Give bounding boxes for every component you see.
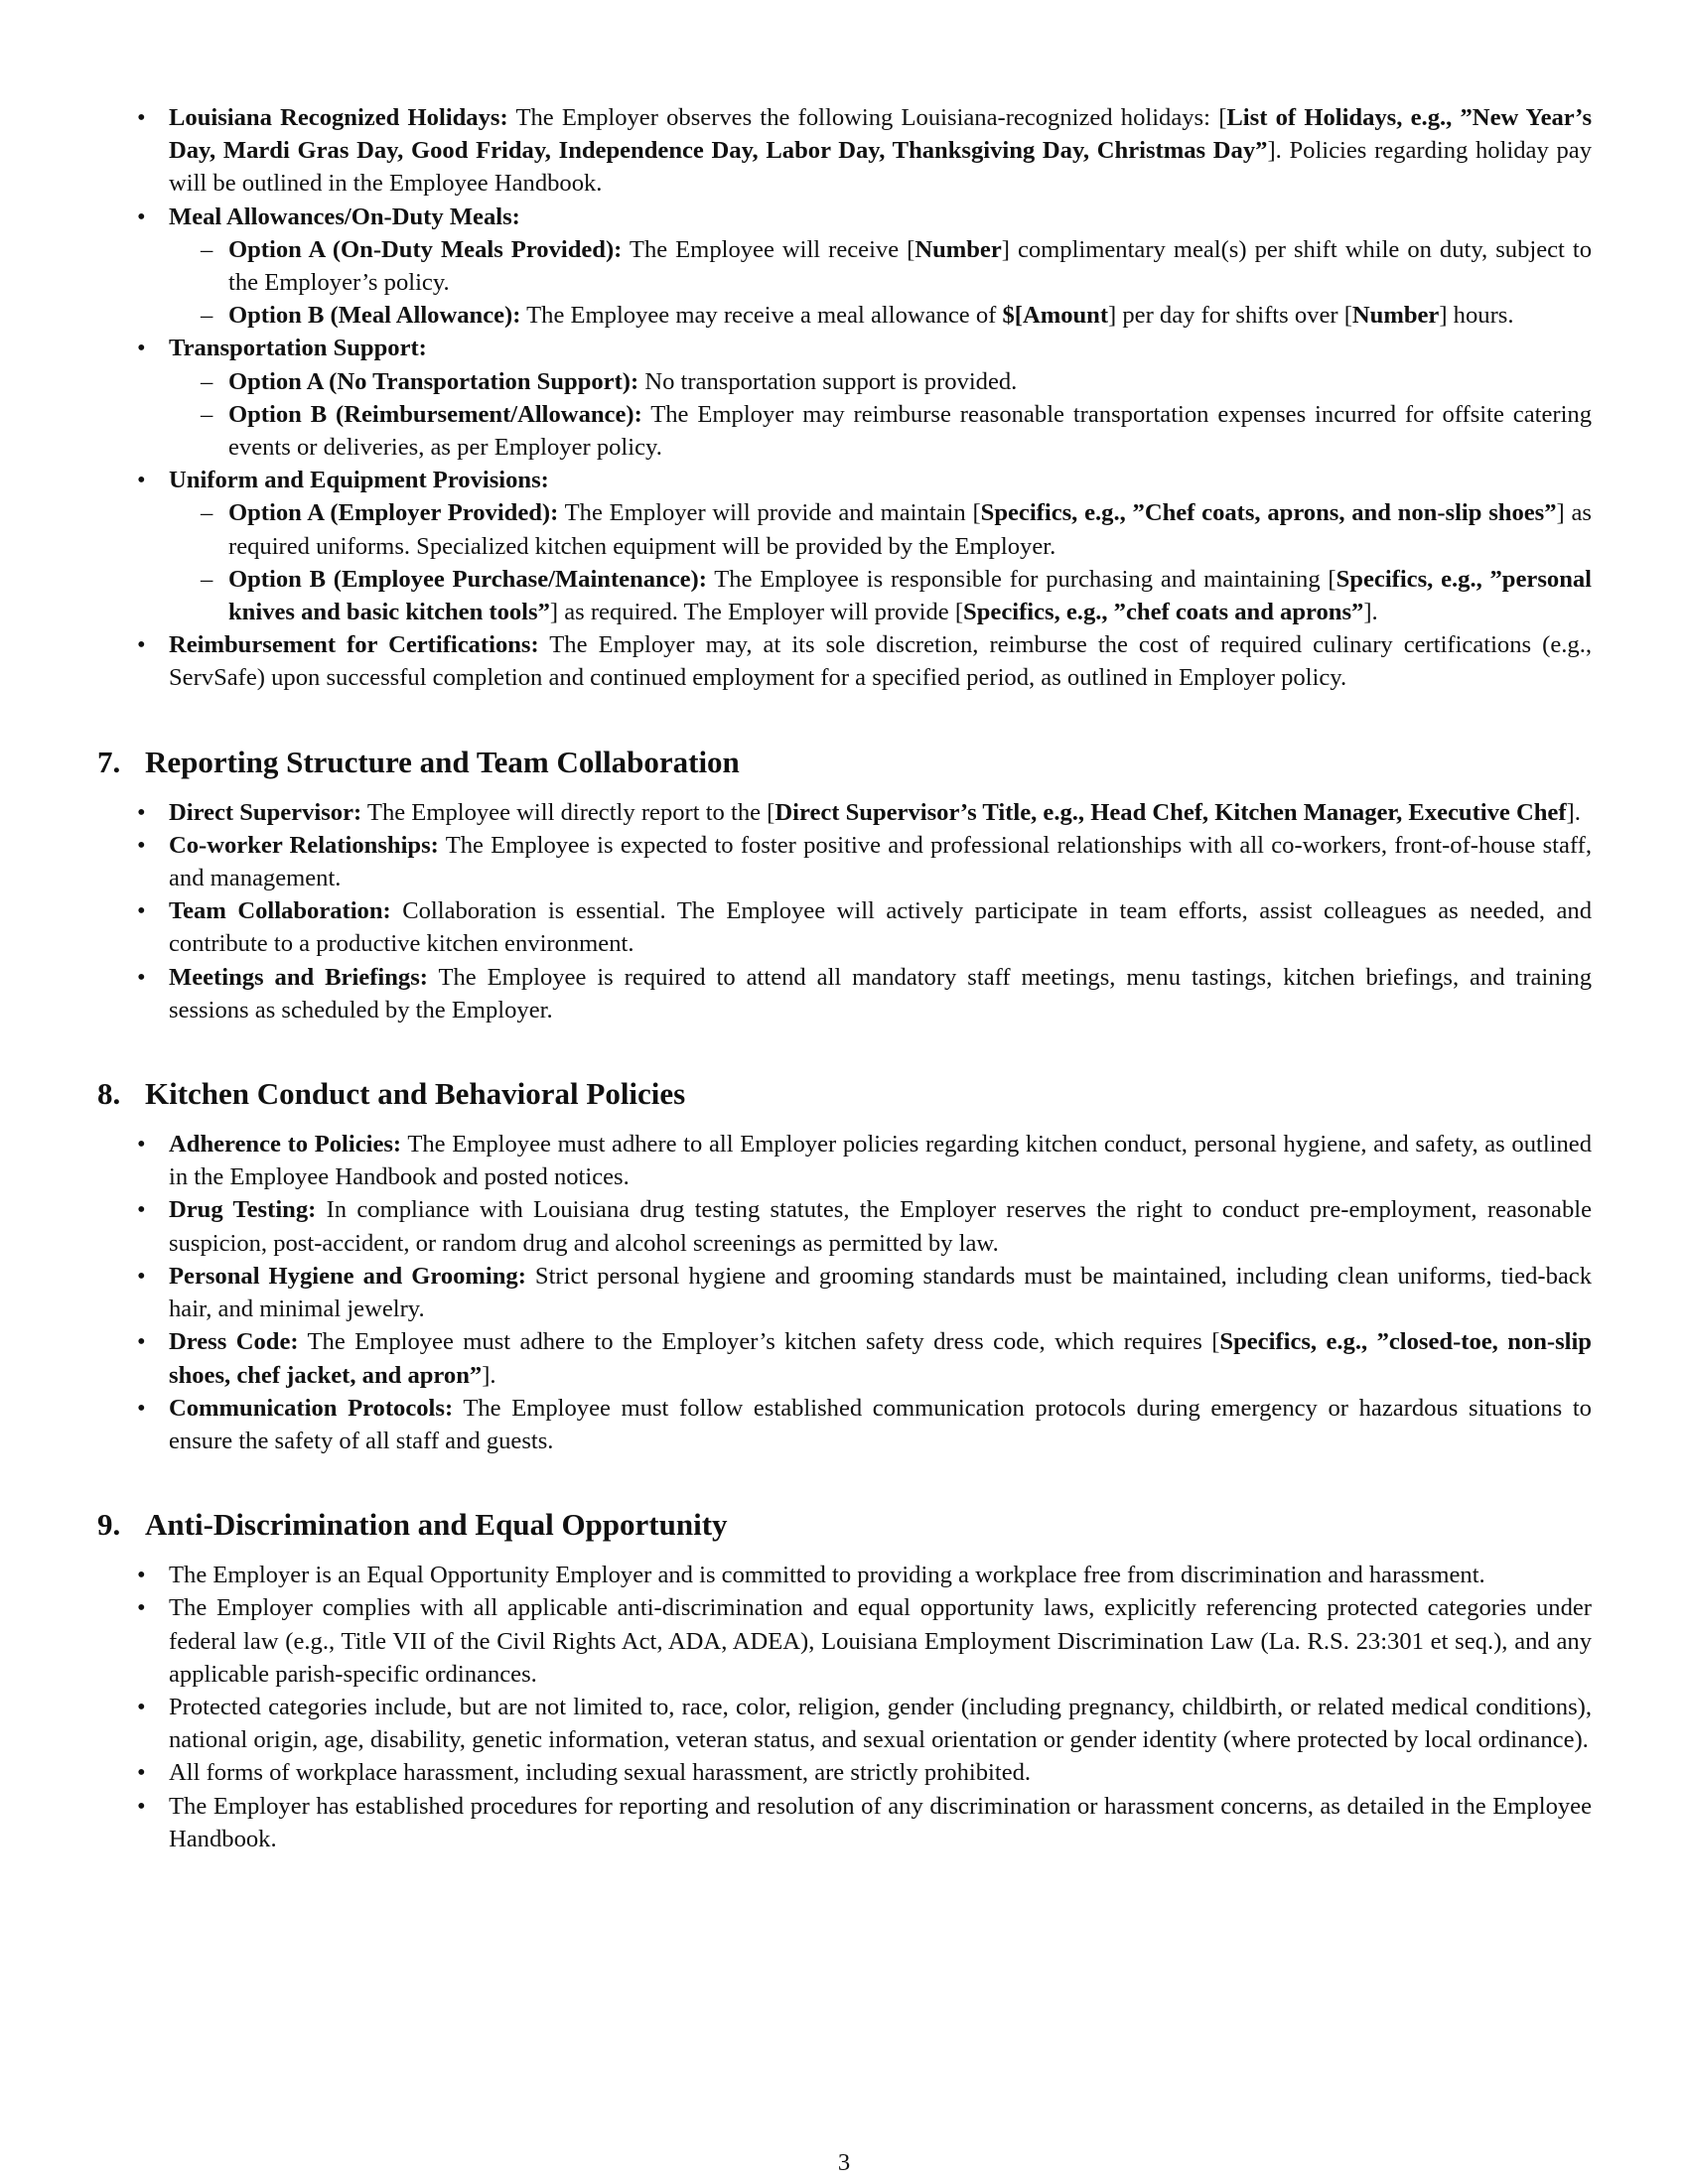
transport-options xyxy=(169,365,1592,465)
list-item-drug-testing: • Drug Testing: In compliance with Louisiana drug testing statutes, the Employer reserves the right to conduct pre-employment, reasonable suspicion, post-accident, or random drug and alcohol screenings as permitted by law. xyxy=(97,1193,1592,1259)
list-item-communication: • Communication Protocols: The Employee must follow established communication protocols during emergency or hazardous situations to ensure the safety of all staff and guests. xyxy=(97,1392,1592,1457)
benefits-list xyxy=(97,101,1592,695)
transport-option-a: – Option A (No Transportation Support): No transportation support is provided. xyxy=(169,365,1592,398)
uniform-options xyxy=(169,496,1592,628)
list-item-uniform: • Uniform and Equipment Provisions: – Option A (Employer Provided): The Employer will provide and maintain [Specifics, e.g., ”Chef coats, aprons, and non-slip shoes”] as required uniforms. Specialized kitchen equipment will be provided by the Employer. – Option B (Employee Purchase/Maintenance): The Employee is responsible for purchasing and maintaining [Specifics, e.g., ”personal knives and basic kitchen tools”] as required. The Employer will provide [Specifics, e.g., ”chef coats and aprons”]. xyxy=(97,464,1592,628)
document-body xyxy=(97,101,1592,1855)
uniform-option-a: – Option A (Employer Provided): The Employer will provide and maintain [Specifics, e.g., ”Chef coats, aprons, and non-slip shoes”] as required uniforms. Specialized kitchen equipment will be provided by the Employer. xyxy=(169,496,1592,562)
list-item-supervisor: • Direct Supervisor: The Employee will directly report to the [Direct Supervisor’s Title, e.g., Head Chef, Kitchen Manager, Executive Chef]. xyxy=(97,796,1592,829)
list-item: • All forms of workplace harassment, including sexual harassment, are strictly prohibited. xyxy=(97,1756,1592,1789)
list-item-transport: • Transportation Support: – Option A (No Transportation Support): No transportation support is provided. – Option B (Reimbursement/Allowance): The Employer may reimburse reasonable transportation expenses incurred for offsite catering events or deliveries, as per Employer policy. xyxy=(97,332,1592,464)
meals-option-a: – Option A (On-Duty Meals Provided): The Employee will receive [Number] complimentary meal(s) per shift while on duty, subject to the Employer’s policy. xyxy=(169,233,1592,299)
list-item-holidays: • Louisiana Recognized Holidays: The Employer observes the following Louisiana-recognized holidays: [List of Holidays, e.g., ”New Year’s Day, Mardi Gras Day, Good Friday, Independence Day, Labor Day, Thanksgiving Day, Christmas Day”]. Policies regarding holiday pay will be outlined in the Employee Handbook. xyxy=(97,101,1592,201)
section-9-heading: 9. Anti-Discrimination and Equal Opportunity xyxy=(97,1507,728,1543)
uniform-option-b: – Option B (Employee Purchase/Maintenance): The Employee is responsible for purchasing and maintaining [Specifics, e.g., ”personal knives and basic kitchen tools”] as required. The Employer will provide [Specifics, e.g., ”chef coats and aprons”]. xyxy=(169,563,1592,628)
list-item-team: • Team Collaboration: Collaboration is essential. The Employee will actively participate in team efforts, assist colleagues as needed, and contribute to a productive kitchen environment. xyxy=(97,894,1592,960)
list-item: • The Employer is an Equal Opportunity Employer and is committed to providing a workplace free from discrimination and harassment. xyxy=(97,1559,1592,1591)
list-item: • The Employer has established procedures for reporting and resolution of any discrimination or harassment concerns, as detailed in the Employee Handbook. xyxy=(97,1790,1592,1855)
page-number: 3 xyxy=(837,2149,851,2176)
transport-option-b: – Option B (Reimbursement/Allowance): The Employer may reimburse reasonable transportation expenses incurred for offsite catering events or deliveries, as per Employer policy. xyxy=(169,398,1592,464)
section-7-list xyxy=(97,796,1592,1026)
list-item-meals: • Meal Allowances/On-Duty Meals: – Option A (On-Duty Meals Provided): The Employee will receive [Number] complimentary meal(s) per shift while on duty, subject to the Employer’s policy. – Option B (Meal Allowance): The Employee may receive a meal allowance of $[Amount] per day for shifts over [Number] hours. xyxy=(97,201,1592,333)
list-item-coworker: • Co-worker Relationships: The Employee is expected to foster positive and professional relationships with all co-workers, front-of-house staff, and management. xyxy=(97,829,1592,894)
section-8-heading: 8. Kitchen Conduct and Behavioral Policies xyxy=(97,1076,686,1112)
section-7-heading: 7. Reporting Structure and Team Collaboration xyxy=(97,744,740,779)
list-item: • Protected categories include, but are not limited to, race, color, religion, gender (including pregnancy, childbirth, or related medical conditions), national origin, age, disability, genetic information, veteran status, and sexual orientation or gender identity (where protected by local ordinance). xyxy=(97,1691,1592,1756)
list-item-hygiene: • Personal Hygiene and Grooming: Strict personal hygiene and grooming standards must be maintained, including clean uniforms, tied-back hair, and minimal jewelry. xyxy=(97,1260,1592,1325)
list-item-certifications: • Reimbursement for Certifications: The Employer may, at its sole discretion, reimburse the cost of required culinary certifications (e.g., ServSafe) upon successful completion and continued employment for a specified period, as outlined in Employer policy. xyxy=(97,628,1592,694)
list-item: • The Employer complies with all applicable anti-discrimination and equal opportunity laws, explicitly referencing protected categories under federal law (e.g., Title VII of the Civil Rights Act, ADA, ADEA), Louisiana Employment Discrimination Law (La. R.S. 23:301 et seq.), and any applicable parish-specific ordinances. xyxy=(97,1591,1592,1691)
section-8-list xyxy=(97,1128,1592,1457)
meals-option-b: – Option B (Meal Allowance): The Employee may receive a meal allowance of $[Amount] per day for shifts over [Number] hours. xyxy=(169,299,1592,332)
list-item-meetings: • Meetings and Briefings: The Employee is required to attend all mandatory staff meetings, menu tastings, kitchen briefings, and training sessions as scheduled by the Employer. xyxy=(97,961,1592,1026)
list-item-dress-code: • Dress Code: The Employee must adhere to the Employer’s kitchen safety dress code, which requires [Specifics, e.g., ”closed-toe, non-slip shoes, chef jacket, and apron”]. xyxy=(97,1325,1592,1391)
meals-options xyxy=(169,233,1592,333)
list-item-policies: • Adherence to Policies: The Employee must adhere to all Employer policies regarding kitchen conduct, personal hygiene, and safety, as outlined in the Employee Handbook and posted notices. xyxy=(97,1128,1592,1193)
section-9-list xyxy=(97,1559,1592,1855)
